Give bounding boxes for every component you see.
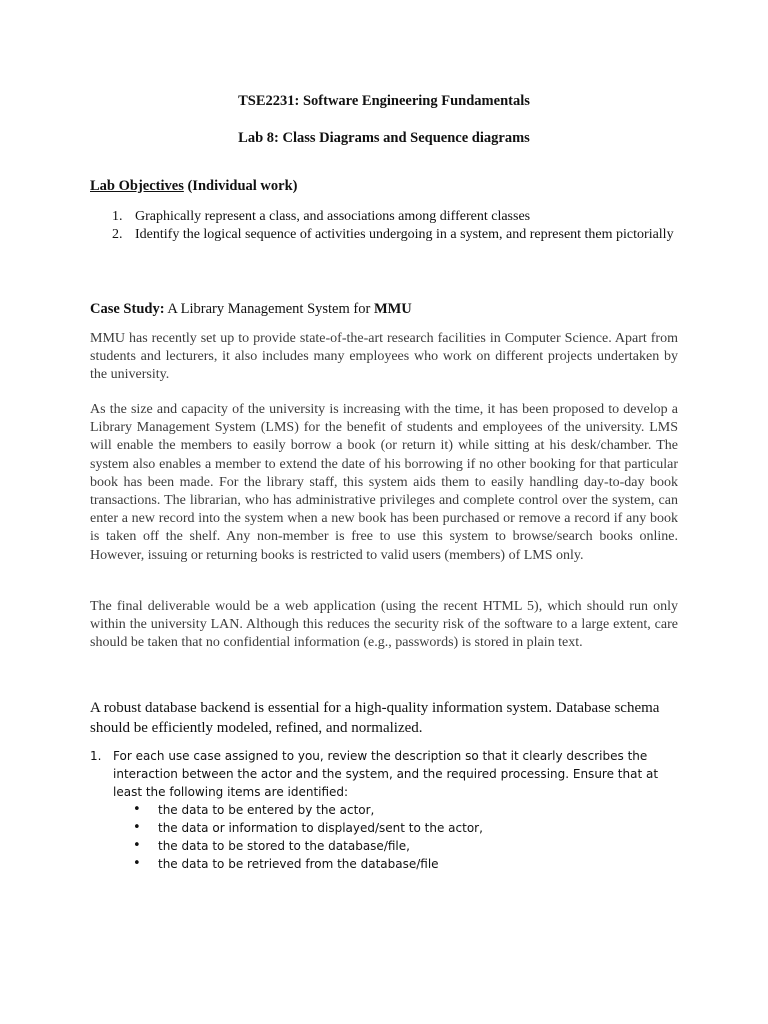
case-study-title: A Library Management System for xyxy=(164,301,374,317)
case-study-paragraph: The final deliverable would be a web application (using the recent HTML 5), which should run only within the university LAN. Although this reduces the security risk of the software to a large extent, care should be taken that no confidential information (e.g., passwords) is stored in plain text. xyxy=(90,599,678,651)
case-study-paragraph: As the size and capacity of the university is increasing with the time, it has been proposed to develop a Library Management System (LMS) for the benefit of students and employees of the university. LMS will enable the members to easily borrow a book (or return it) while sitting at his desk/chamber. The system also enables a member to extend the date of his borrowing if no other booking for that particular book has been made. For the library staff, this system aids them to easily handling day-to-day book transactions. The librarian, who has administrative privileges and complete control over the system, can enter a new record into the system when a new book has been purchased or remove a record if any book is taken off the shelf. Any non-member is free to use this system to browse/search books online. However, issuing or returning books is restricted to valid users (members) of LMS only. xyxy=(90,402,678,563)
list-item xyxy=(90,208,678,226)
lab-title: Lab 8: Class Diagrams and Sequence diagrams xyxy=(238,130,530,146)
bullet-text: the data to be stored to the database/file, xyxy=(158,839,410,853)
bullet-text: the data to be retrieved from the database/file xyxy=(158,857,439,871)
objectives-heading-note: (Individual work) xyxy=(183,178,298,194)
case-study-paragraph: MMU has recently set up to provide state-of-the-art research facilities in Computer Science. Apart from students and lecturers, it also includes many employees who work on different projects undertaken by the university. xyxy=(90,331,678,383)
objectives-list xyxy=(90,208,678,245)
list-number: 2. xyxy=(112,227,123,243)
bullet-item xyxy=(113,819,690,837)
bullet-icon: • xyxy=(133,820,141,835)
list-item xyxy=(90,747,690,873)
objectives-heading xyxy=(90,178,297,195)
database-note: A robust database backend is essential for a high-quality information system. Database schema should be efficiently modeled, refined, and normalized. xyxy=(90,700,660,736)
bullet-item xyxy=(113,837,690,855)
bullet-icon: • xyxy=(133,802,141,817)
list-item-text: Graphically represent a class, and associations among different classes xyxy=(135,209,531,224)
list-item-text: Identify the logical sequence of activities undergoing in a system, and represent them pictorially xyxy=(135,227,674,243)
bullet-icon: • xyxy=(133,856,141,871)
bullet-item xyxy=(113,855,690,873)
bullet-text: the data to be entered by the actor, xyxy=(158,803,375,817)
case-study-heading xyxy=(90,301,412,318)
objectives-heading-label: Lab Objectives xyxy=(90,178,184,194)
task-list xyxy=(90,747,690,873)
bullet-item xyxy=(113,801,690,819)
list-number: 1. xyxy=(90,749,102,763)
bullet-text: the data or information to displayed/sent to the actor, xyxy=(158,821,483,835)
bullet-list xyxy=(113,801,690,873)
list-item xyxy=(90,226,678,244)
list-item-text: For each use case assigned to you, review the description so that it clearly describes the interaction between the actor and the system, and the required processing. Ensure that at least the following items are identified: xyxy=(113,749,659,799)
case-study-org: MMU xyxy=(373,301,412,317)
bullet-icon: • xyxy=(133,838,141,853)
case-study-label: Case Study: xyxy=(90,301,165,317)
list-number: 1. xyxy=(112,209,123,224)
course-title: TSE2231: Software Engineering Fundamentals xyxy=(238,93,530,109)
